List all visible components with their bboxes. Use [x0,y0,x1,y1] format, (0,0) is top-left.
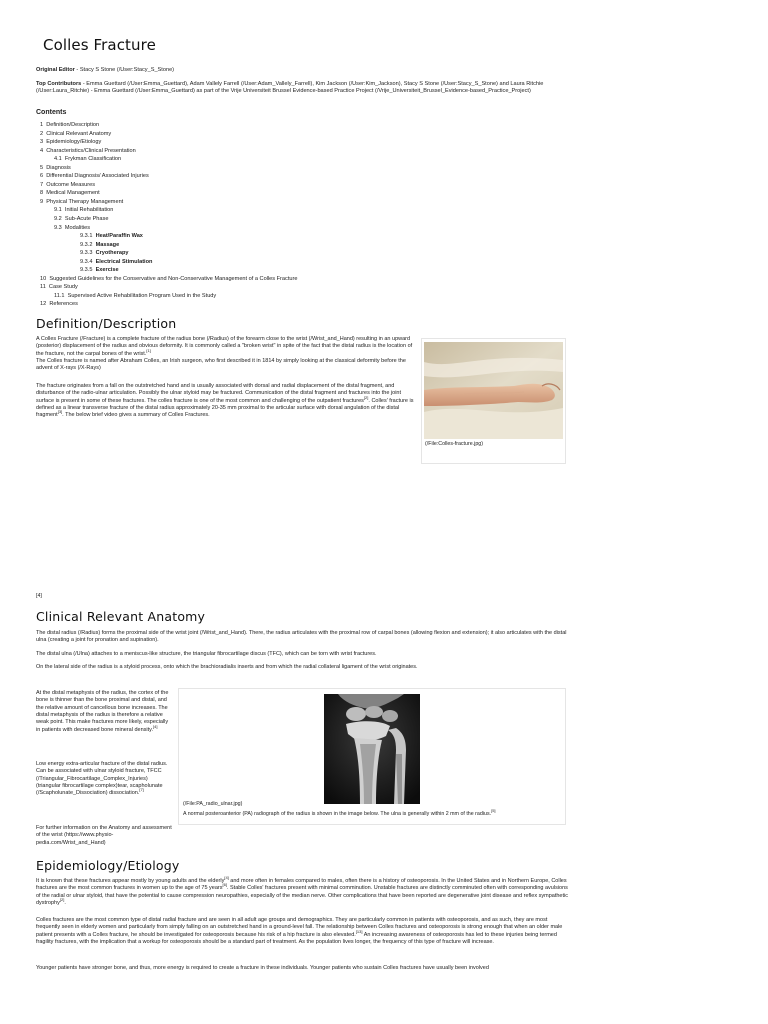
toc-item[interactable] [40,164,560,173]
toc-item-number: 3 [40,139,44,146]
toc-item-number: 9 [40,198,44,205]
page-title: Colles Fracture [43,36,156,54]
toc-item[interactable] [40,206,560,215]
top-contributors-line [36,81,566,96]
toc-item-number: 8 [40,190,44,197]
toc-item[interactable] [40,172,560,181]
section-heading-definition: Definition/Description [36,316,177,331]
toc-item-label[interactable]: Case Study [48,284,78,291]
toc-item[interactable] [40,232,560,241]
radiograph-image[interactable] [324,694,420,804]
toc-item-number: 11.1 [54,292,65,299]
toc-item-number: 4 [40,147,44,154]
toc-item-label[interactable]: Sub-Acute Phase [64,216,109,223]
colles-fracture-photo[interactable] [424,342,563,439]
toc-item-label[interactable]: Medical Management [46,190,100,197]
toc-item[interactable] [40,275,560,284]
toc-item-number: 9.2 [54,216,62,223]
toc-item-label[interactable]: Massage [95,241,120,248]
toc-item-number: 4.1 [54,156,62,163]
original-editor-label: Original Editor [36,67,75,73]
ref-link[interactable]: [4] [153,723,158,729]
ref-link[interactable]: [4] [224,875,229,881]
toc-item[interactable] [40,147,560,156]
toc-item[interactable] [40,224,560,233]
toc-item-label[interactable]: References [49,301,78,308]
section-heading-anatomy: Clinical Relevant Anatomy [36,609,206,624]
toc-item-number: 9.3 [54,224,62,231]
toc-item-number: 9.3.4 [80,258,93,265]
toc-item[interactable] [40,181,560,190]
figure-colles-fracture [421,338,566,464]
toc-item-label[interactable]: Characteristics/Clinical Presentation [46,147,136,154]
ref-link[interactable]: [13] [355,928,363,934]
figure-file-link[interactable]: (/File:Colles-fracture.jpg) [425,441,483,447]
toc-item-number: 6 [40,173,44,180]
definition-paragraph-2: The fracture originates from a fall on the outstretched hand and is usually associated with dorsal and radial displacement of the distal fragment, and disturbance of the radio-ulnar articulation. Possibly the ulnar styloid may be fractured. Communication of the distal fragment and fractures into the joint surface is present in some of these fractures. The colles fracture is one of the most common and challenging of the outpatient fractures[2]. Colles' fracture is defined as a linear transverse fracture of the distal radius approximately 20-35 mm proximal to the articular surface with dorsal angulation of the distal fragment[3]. The below brief video gives a summary of Colles Fractures. [36,383,414,419]
ref-link[interactable]: [7] [139,787,144,793]
top-contributors-text[interactable]: - Emma Guettard (/User:Emma_Guettard), Adam Vallely Farrell (/User:Adam_Vallely_Farrell), Kim Jackson (/User:Kim_Jackson), Stacy S Stone (/User:Stacy_S_Stone) and Laura Ritchie (/User:Laura_Ritchie) - Emma Guettard (/User:Emma_Guettard) as part of the Vrije Universiteit Brussel Evidence-based Practice Project (/Vrije_Universiteit_Brussel_Evidence-based_Practice_Project) [36,81,544,95]
toc-item[interactable] [40,292,560,301]
ref-link[interactable]: [5] [491,808,496,814]
toc-item[interactable] [40,189,560,198]
ref-link[interactable]: [3] [57,409,63,415]
anatomy-paragraph-2: The distal ulna (/Ulna) attaches to a meniscus-like structure, the triangular fibrocartilage discus (TFC), which can be torn with wrist fractures. [36,651,377,657]
section-heading-epidemiology: Epidemiology/Etiology [36,858,180,873]
toc-item-label[interactable]: Frykman Classification [64,156,122,163]
toc-item[interactable] [40,241,560,250]
toc-item[interactable] [40,198,560,207]
ref-link[interactable]: [2] [59,897,65,903]
toc-item-number: 1 [40,122,44,128]
toc-item-label[interactable]: Modalities [64,224,91,231]
toc-item-number: 9.3.1 [80,233,93,240]
toc-item-number: 5 [40,164,44,171]
toc-item-label[interactable]: Diagnosis [46,164,71,171]
toc-item[interactable] [40,130,560,139]
toc-item-number: 11 [40,284,46,291]
toc-item-label[interactable]: Heat/Paraffin Wax [95,233,143,240]
toc-item-label[interactable]: Outcome Measures [46,181,96,188]
anatomy-paragraph-4: At the distal metaphysis of the radius, the cortex of the bone is thinner than the bone proximal and distal, and the relative amount of cancellous bone increases. The distal metaphysis of the radius is therefore a relative weak point. This make fractures more likely, especially in patients with decreased bone mineral density.[4] [36,690,169,733]
table-of-contents [40,121,560,309]
toc-item-label[interactable]: Exercise [95,267,119,274]
top-contributors-label: Top Contributors [36,81,82,87]
ref-link[interactable]: [6] [222,882,227,888]
toc-item[interactable] [40,266,560,275]
toc-item-number: 2 [40,130,44,137]
toc-item-label[interactable]: Initial Rehabilitation [64,207,114,214]
radiograph-caption: A normal posteroanterior (PA) radiograph of the radius is shown in the image below. The ulna is generally within 2 mm of the radius.[5] [183,808,496,817]
toc-item-label[interactable]: Electrical Stimulation [95,258,153,265]
definition-paragraph-1: A Colles Fracture (/Fracture) is a complete fracture of the radius bone (/Radius) of the forearm close to the wrist (/Wrist_and_Hand) resulting in an upward (posterior) displacement of the radius and obvious deformity. It is commonly called a "broken wrist" in spite of the fact that the distal radius is the location of the fracture, not the carpal bones of the wrist.[1] The Colles fracture is named after Abraham Colles, an Irish surgeon, who first described it in 1814 by simply looking at the classical deformity before the advent of X-rays (/X-Rays) [36,336,413,372]
toc-item[interactable] [40,155,560,164]
toc-item-number: 7 [40,181,44,188]
original-editor-text[interactable]: - Stacy S Stone (/User:Stacy_S_Stone) [74,67,175,73]
toc-item-label[interactable]: Supervised Active Rehabilitation Program Used in the Study [67,292,217,299]
toc-item-number: 9.3.2 [80,241,93,248]
toc-item-number: 9.1 [54,207,62,214]
anatomy-paragraph-1: The distal radius (/Radius) forms the proximal side of the wrist joint (/Wrist_and_Hand). There, the radius articulates with the proximal row of carpal bones (allowing flexion and extension); it also articulates with the distal ulna (creating a joint for pronation and supination). [36,630,567,644]
toc-item-number: 9.3.5 [80,267,93,274]
toc-item-label[interactable]: Definition/Description [46,122,100,128]
toc-item-label[interactable]: Physical Therapy Management [46,198,124,205]
toc-item[interactable] [40,283,560,292]
toc-item[interactable] [40,258,560,267]
toc-item-label[interactable]: Differential Diagnosis/ Associated Injuries [46,173,149,180]
contents-heading: Contents [36,109,67,116]
epidemiology-paragraph-1: It is known that these fractures appear mostly by young adults and the elderly[4] and more often in females compared to males, often there is a history of osteoporosis. In the United States and in Northern Europe, Colles fractures are the most common fractures in women up to the age of 75 years[6]. Stable Colles' fractures present with minimal comminution. Unstable fractures are distinctly comminuted often with corresponding avulsions of the radial or ulnar styloid, that have the potential to cause compression neuropathies, especially of the median nerve. Other complications that have been reported are degenerative joint disease and reflex sympathetic dystrophy[2]. [36,875,568,907]
original-editor-line [36,67,566,74]
ref-link[interactable]: [1] [146,347,151,353]
toc-item[interactable] [40,249,560,258]
ref-link[interactable]: [2] [363,394,369,400]
toc-item-number: 9.3.3 [80,250,93,257]
radiograph-file-link[interactable]: (/File:PA_radio_ulnar.jpg) [183,801,243,807]
anatomy-paragraph-6[interactable]: For further information on the Anatomy and assessment of the wrist (https://www.physio-pedia.com/Wrist_and_Hand) [36,825,172,846]
toc-item-number: 10 [40,275,47,282]
anatomy-paragraph-5: Low energy extra-articular fracture of the distal radius. Can be associated with ulnar styloid fracture, TFCC (/Triangular_Fibrocartilage_Complex_Injuries) (triangular fibrocartilage complex)tear, scapholunate (/Scapholunate_Dissociation) dissociation.[7] [36,761,168,797]
toc-item[interactable] [40,300,560,309]
toc-item-label[interactable]: Suggested Guidelines for the Conservative and Non-Conservative Management of a Colles Fracture [49,275,298,282]
toc-item-number: 12 [40,301,47,308]
video-reference-marker[interactable]: [4] [36,593,42,599]
toc-item-label[interactable]: Clinical Relevant Anatomy [46,130,112,137]
toc-item[interactable] [40,121,560,130]
figure-pa-radiograph [178,688,566,825]
anatomy-paragraph-3: On the lateral side of the radius is a styloid process, onto which the brachioradialis inserts and from which the radial collateral ligament of the wrist originates. [36,664,418,670]
epidemiology-paragraph-2: Colles fractures are the most common type of distal radial fracture and are seen in all adult age groups and demographics. They are particularly common in patients with osteoporosis, and as such, they are most frequently seen in elderly women and particularly from simply falling on an outstretched hand in a ground-level fall. The relationship between Colles fractures and osteoporosis is strong enough that when an older male patient presents with a Colles fracture, he should be investigated for osteoporosis because his risk of a hip fracture is also elevated.[13] An increasing awareness of osteoporosis has led to these injuries being termed fragility fractures, with the implication that a workup for osteoporosis should be a standard part of treatment. As the population lives longer, the frequency of this type of fracture will increase. [36,917,563,946]
toc-item-label[interactable]: Cryotherapy [95,250,129,257]
toc-item[interactable] [40,215,560,224]
epidemiology-paragraph-3: Younger patients have stronger bone, and thus, more energy is required to create a fracture in these individuals. Younger patients who sustain Colles fractures have usually been involved [36,965,489,971]
toc-item[interactable] [40,138,560,147]
toc-item-label[interactable]: Epidemiology/Etiology [46,139,102,146]
